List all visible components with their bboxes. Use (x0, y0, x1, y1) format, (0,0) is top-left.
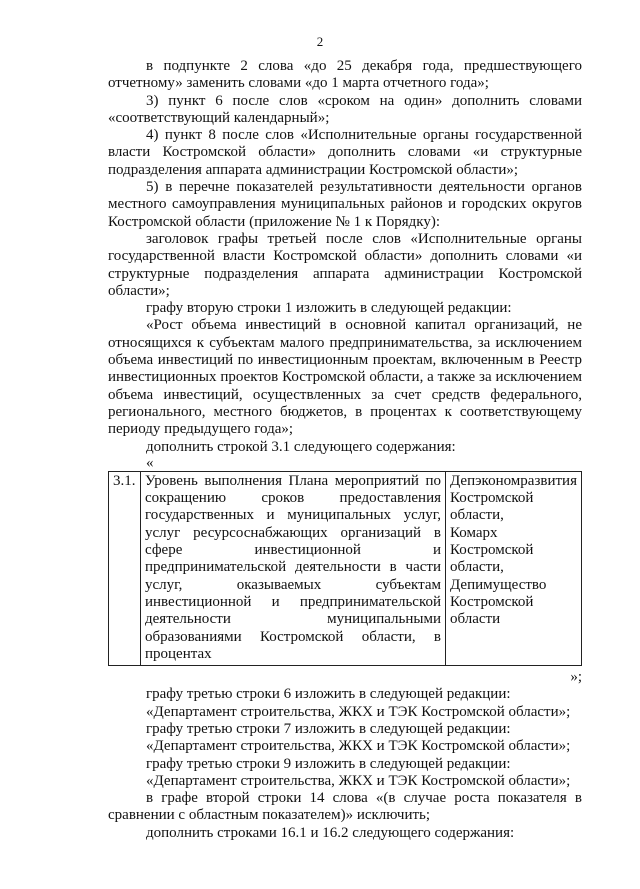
paragraph: дополнить строками 16.1 и 16.2 следующего содержания: (146, 824, 515, 841)
department-name: Депэкономразвития Костромской области, (450, 472, 577, 524)
opening-quote: « (146, 454, 154, 471)
paragraph: дополнить строкой 3.1 следующего содержания: (146, 438, 456, 455)
paragraph: в подпункте 2 слова «до 25 декабря года, предшествующего отчетному» заменить словами «до 1 марта отчетного года»; (108, 58, 582, 92)
paragraph: «Департамент строительства, ЖКХ и ТЭК Костромской области»; (146, 738, 571, 755)
paragraph: заголовок графы третьей после слов «Исполнительные органы государственной власти Костромской области» дополнить словами «и структурные подразделения аппарата администрации Костромской области»; (108, 230, 582, 299)
page-number: 2 (316, 34, 324, 49)
paragraph: «Департамент строительства, ЖКХ и ТЭК Костромской области»; (146, 772, 571, 789)
paragraph: «Рост объема инвестиций в основной капитал организаций, не относящихся к субъектам малого предпринимательства, за исключением объема инвестиций по инвестиционным проектам, включенным в Реестр инвестиционных проектов Костромской области, а также за исключением объема инвестиций, осуществленных за счет средств федерального, регионального, местного бюджетов, в процентах к соответствующему периоду предыдущего года»; (108, 317, 582, 438)
indicator-table (108, 471, 582, 666)
paragraph: графу вторую строки 1 изложить в следующей редакции: (146, 300, 512, 317)
paragraph: в графе второй строки 14 слова «(в случае роста показателя в сравнении с областным показателем)» исключить; (108, 790, 582, 824)
paragraph: «Департамент строительства, ЖКХ и ТЭК Костромской области»; (146, 703, 571, 720)
closing-quote: »; (570, 669, 582, 686)
row-number-cell: 3.1. (109, 471, 141, 665)
paragraph: 5) в перечне показателей результативности деятельности органов местного самоуправления муниципальных районов и городских округов Костромской области (приложение № 1 к Порядку): (108, 179, 582, 230)
paragraph: 4) пункт 8 после слов «Исполнительные органы государственной власти Костромской области» дополнить словами «и структурные подразделения аппарата администрации Костромской области»; (108, 127, 582, 178)
paragraph: графу третью строки 9 изложить в следующей редакции: (146, 755, 511, 772)
department-cell (446, 471, 582, 665)
table-row (109, 471, 582, 665)
paragraph: 3) пункт 6 после слов «сроком на один» дополнить словами «соответствующий календарный»; (108, 92, 582, 126)
department-name: Депимущество Костромской области (450, 576, 547, 628)
paragraph: графу третью строки 6 изложить в следующей редакции: (146, 686, 511, 703)
document-body (108, 58, 582, 842)
department-name: Комарх Костромской области, (450, 524, 534, 576)
indicator-text-cell: Уровень выполнения Плана мероприятий по сокращению сроков предоставления государственных и муниципальных услуг, услуг ресурсоснабжающих организаций в сфере инвестиционной и предпринимательской деятельности в части услуг, оказываемых субъектам инвестиционной и предпринимательской деятельности муниципальными образованиями Костромской области, в процентах (141, 471, 446, 665)
paragraph: графу третью строки 7 изложить в следующей редакции: (146, 720, 511, 737)
